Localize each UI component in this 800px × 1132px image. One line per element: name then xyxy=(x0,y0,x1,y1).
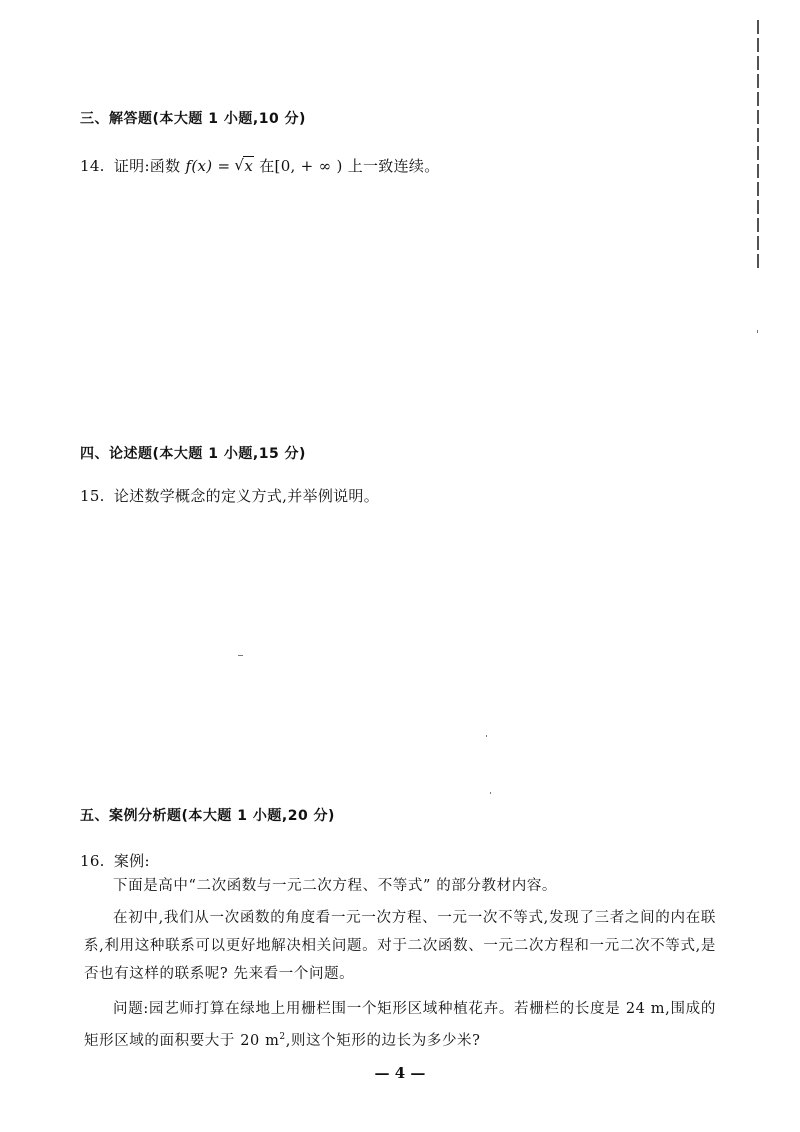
page-number: — 4 — xyxy=(374,1064,426,1082)
case-problem-part-a: 问题:园艺师打算在绿地上用栅栏围一个矩形区域种植花卉。若栅栏的长度是 24 m,围成的矩形区域的面积要大于 20 m xyxy=(84,1001,716,1049)
case-problem-part-b: ,则这个矩形的边长为多少米? xyxy=(285,1032,481,1049)
question-15-number: 15. xyxy=(80,487,105,505)
sqrt-symbol xyxy=(235,157,254,175)
question-16-label xyxy=(80,850,150,871)
case-label: 案例: xyxy=(113,852,150,870)
scan-speck xyxy=(490,792,491,794)
case-paragraph-1: 在初中,我们从一次函数的角度看一元一次方程、一元一次不等式,发现了三者之间的内在联系,利用这种联系可以更好地解决相关问题。对于二次函数、一元二次方程和一元二次不等式,是否也有这样的联系呢? 先来看一个问题。 xyxy=(84,910,716,982)
question-14 xyxy=(80,155,440,176)
superscript-two: 2 xyxy=(279,1032,286,1042)
question-14-suffix: 在[0, + ∞ ) 上一致连续。 xyxy=(259,157,440,175)
question-14-number: 14. xyxy=(80,157,105,175)
case-intro: 下面是高中“二次函数与一元二次方程、不等式” 的部分教材内容。 xyxy=(113,878,558,894)
scan-binding-edge xyxy=(757,20,759,268)
question-14-radicand: x xyxy=(244,157,254,175)
scan-speck xyxy=(486,735,487,737)
question-15 xyxy=(80,485,379,506)
question-14-prefix: 证明:函数 xyxy=(113,157,181,175)
section-4-heading: 四、论述题(本大题 1 小题,15 分) xyxy=(80,446,306,462)
section-5-heading: 五、案例分析题(本大题 1 小题,20 分) xyxy=(80,808,335,824)
section-3-heading: 三、解答题(本大题 1 小题,10 分) xyxy=(80,111,306,127)
question-16-number: 16. xyxy=(80,852,105,870)
scan-speck xyxy=(238,655,243,656)
case-problem xyxy=(84,995,716,1055)
question-14-function: f(x) = xyxy=(185,157,236,175)
question-15-text: 论述数学概念的定义方式,并举例说明。 xyxy=(113,487,380,505)
scan-speck xyxy=(757,330,758,333)
